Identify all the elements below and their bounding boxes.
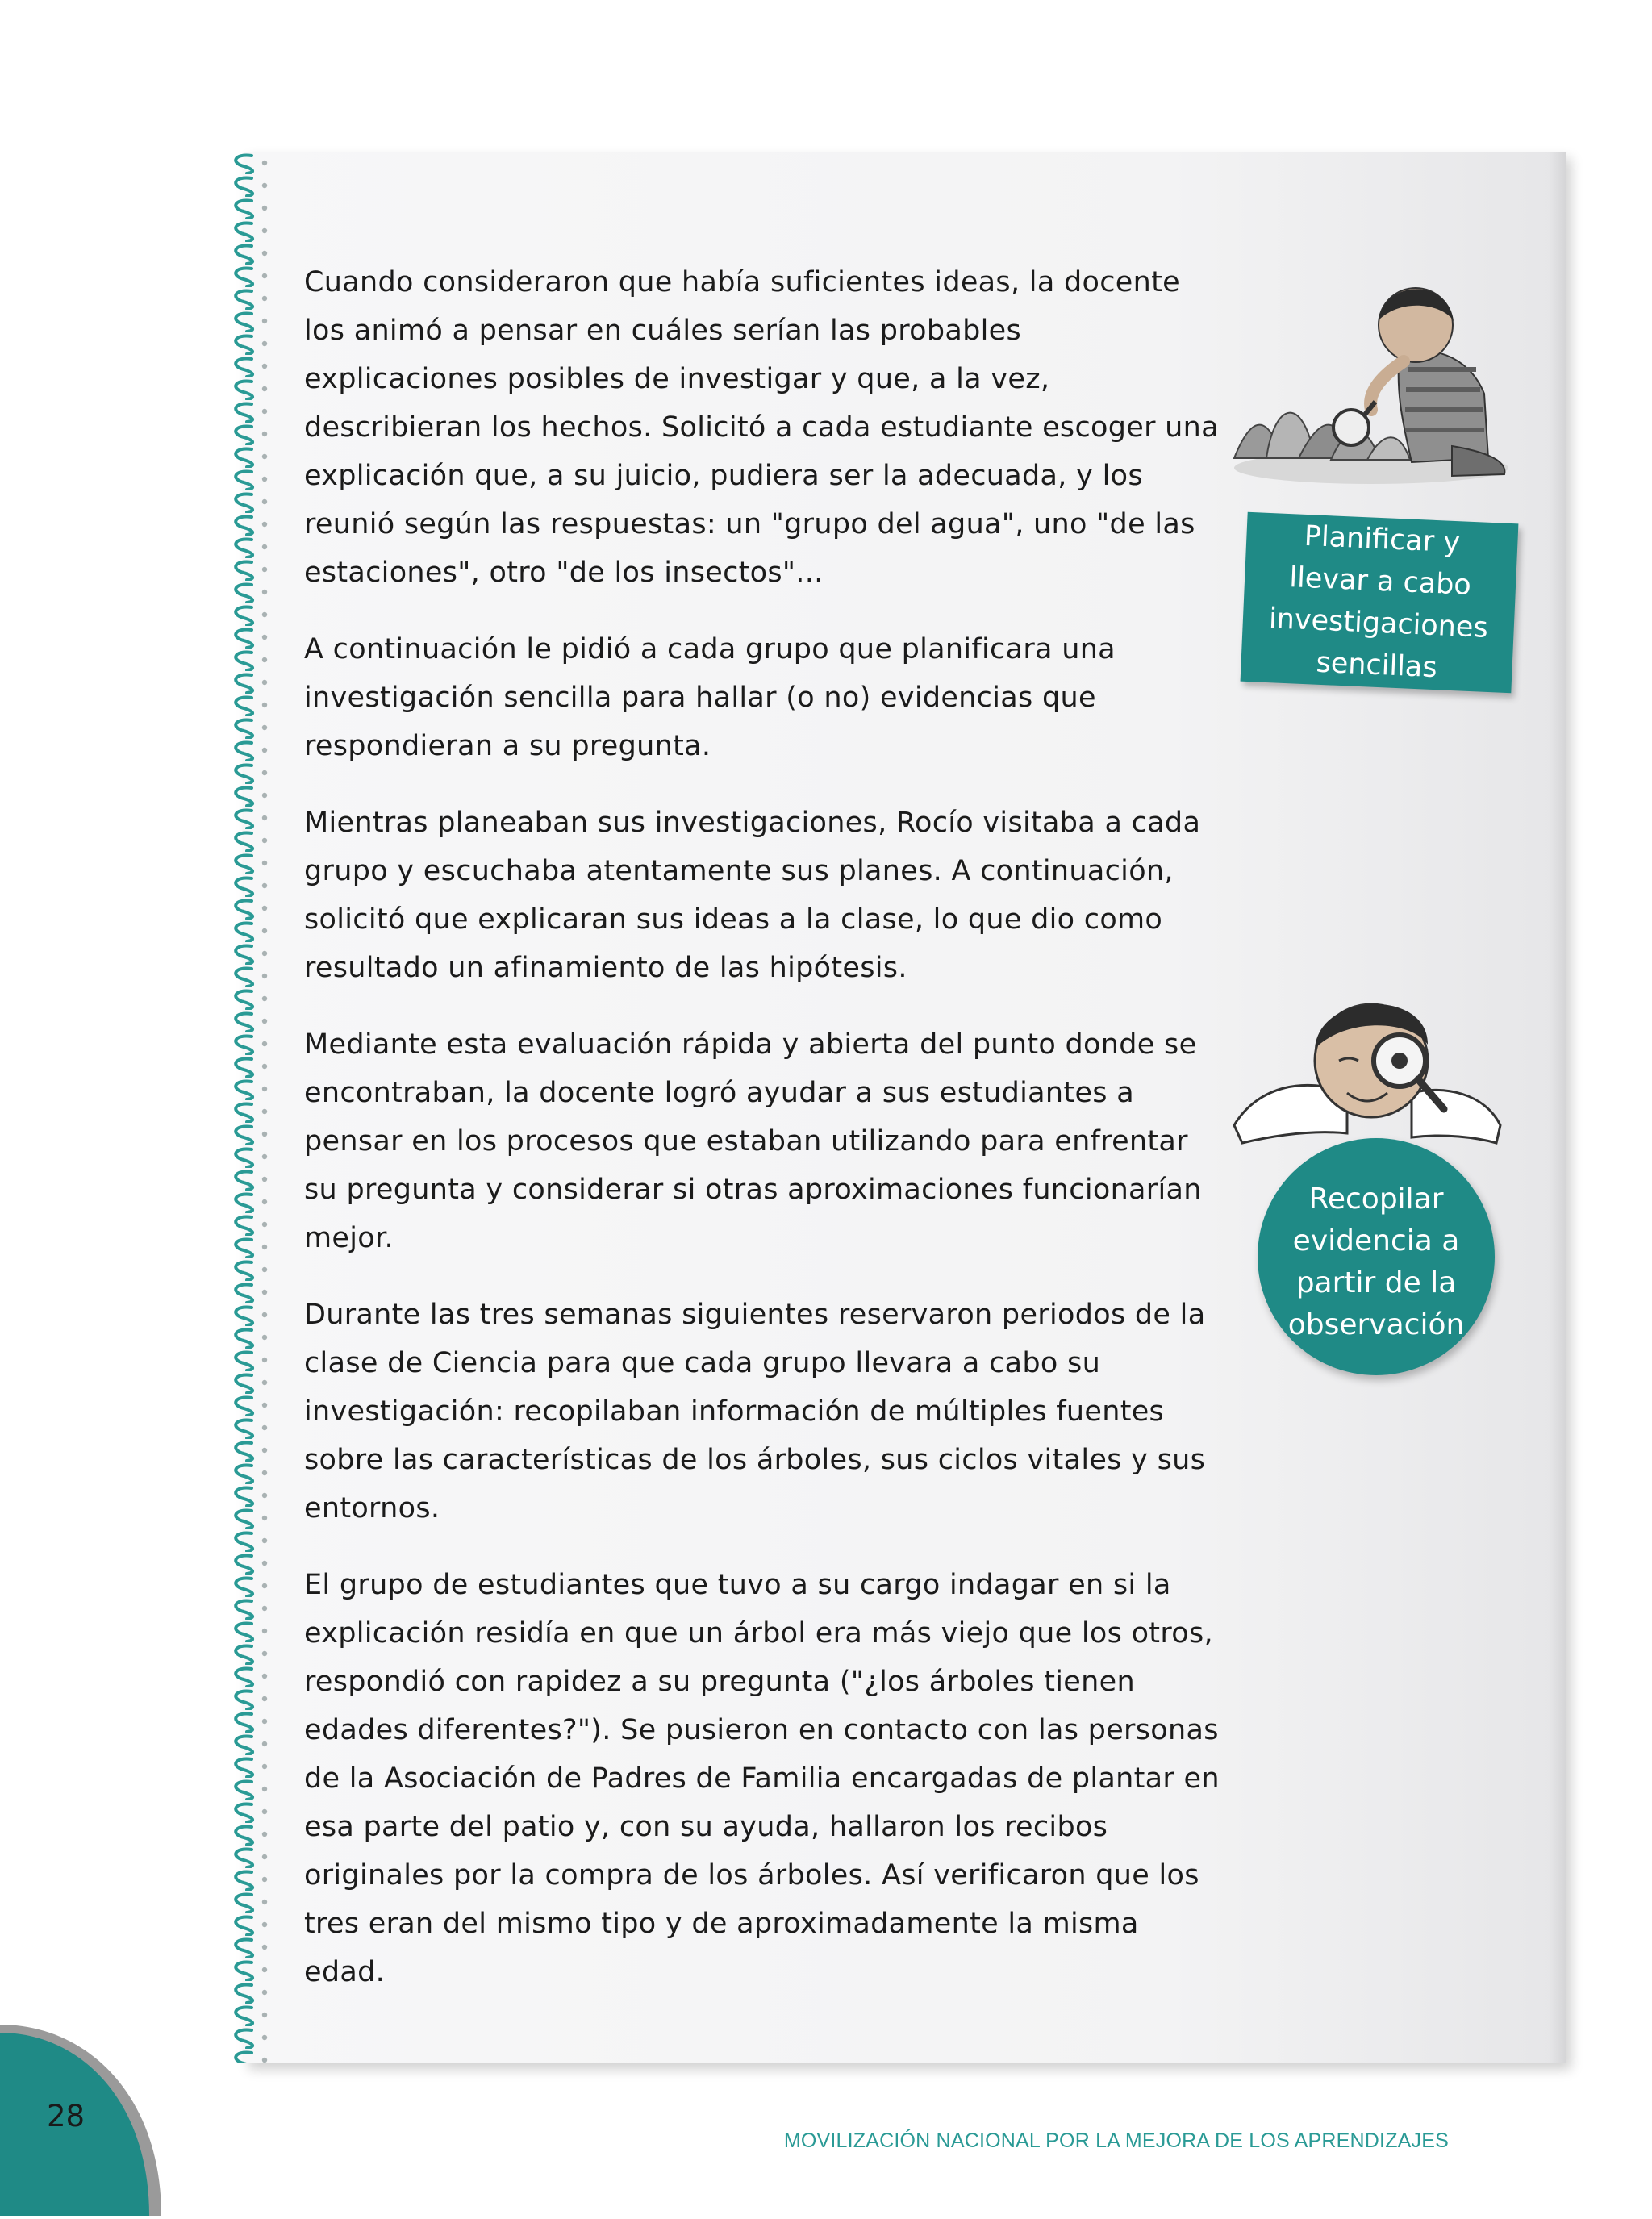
paragraph: El grupo de estudiantes que tuvo a su cargo indagar en si la explicación residía en que un árbol era más viejo que los otros, respondió con rapidez a su pregunta ("¿los árboles tienen edades diferentes?"). Se pusieron en contacto con las personas de la Asociación de Padres de Familia encargadas de plantar en esa parte del patio y, con su ayuda, hallaron los recibos originales por la compra de los árboles. Así verificaron que los tres eran del mismo tipo y de aproximadamente la misma edad. — [304, 1569, 1220, 1988]
callout-gather-evidence — [1258, 1138, 1495, 1375]
callout-plan-investigations — [1241, 512, 1519, 693]
paragraph: Mediante esta evaluación rápida y abierta del punto donde se encontraban, la docente logró ayudar a sus estudiantes a pensar en los procesos que estaban utilizando para enfrentar su pregunta y considerar si otras aproximaciones funcionarían mejor. — [304, 1028, 1202, 1254]
main-text — [304, 258, 1220, 2025]
footer-title: MOVILIZACIÓN NACIONAL POR LA MEJORA DE LOS APRENDIZAJES — [783, 2129, 1449, 2152]
paragraph: Durante las tres semanas siguientes reservaron periodos de la clase de Ciencia para que cada grupo llevara a cabo su investigación: recopilaban información de múltiples fuentes sobre las características de los árboles, sus ciclos vitales y sus entornos. — [304, 1299, 1206, 1525]
paragraph: A continuación le pidió a cada grupo que planificara una investigación sencilla para hallar (o no) evidencias que respondieran a su pregunta. — [304, 633, 1116, 762]
page-number: 28 — [47, 2099, 86, 2133]
callout-evidence-label: Recopilar evidencia a partir de la observación — [1287, 1182, 1465, 1341]
spiral-binding — [219, 152, 276, 2063]
boy-with-magnifier-illustration — [1210, 257, 1525, 498]
paragraph: Mientras planeaban sus investigaciones, Rocío visitaba a cada grupo y escuchaba atentamente sus planes. A continuación, solicitó que explicaran sus ideas a la clase, lo que dio como resultado un afinamiento de las hipótesis. — [304, 807, 1201, 984]
callout-plan-label: Planificar y llevar a cabo investigaciones sencillas — [1268, 519, 1489, 685]
child-with-magnifier-illustration — [1226, 972, 1508, 1166]
paragraph: Cuando consideraron que había suficientes ideas, la docente los animó a pensar en cuáles serían las probables explicaciones posibles de investigar y que, a la vez, describieran los hechos. Solicitó a cada estudiante escoger una explicación que, a su juicio, pudiera ser la adecuada, y los reunió según las respuestas: un "grupo del agua", uno "de las estaciones", otro "de los insectos"... — [304, 266, 1219, 589]
